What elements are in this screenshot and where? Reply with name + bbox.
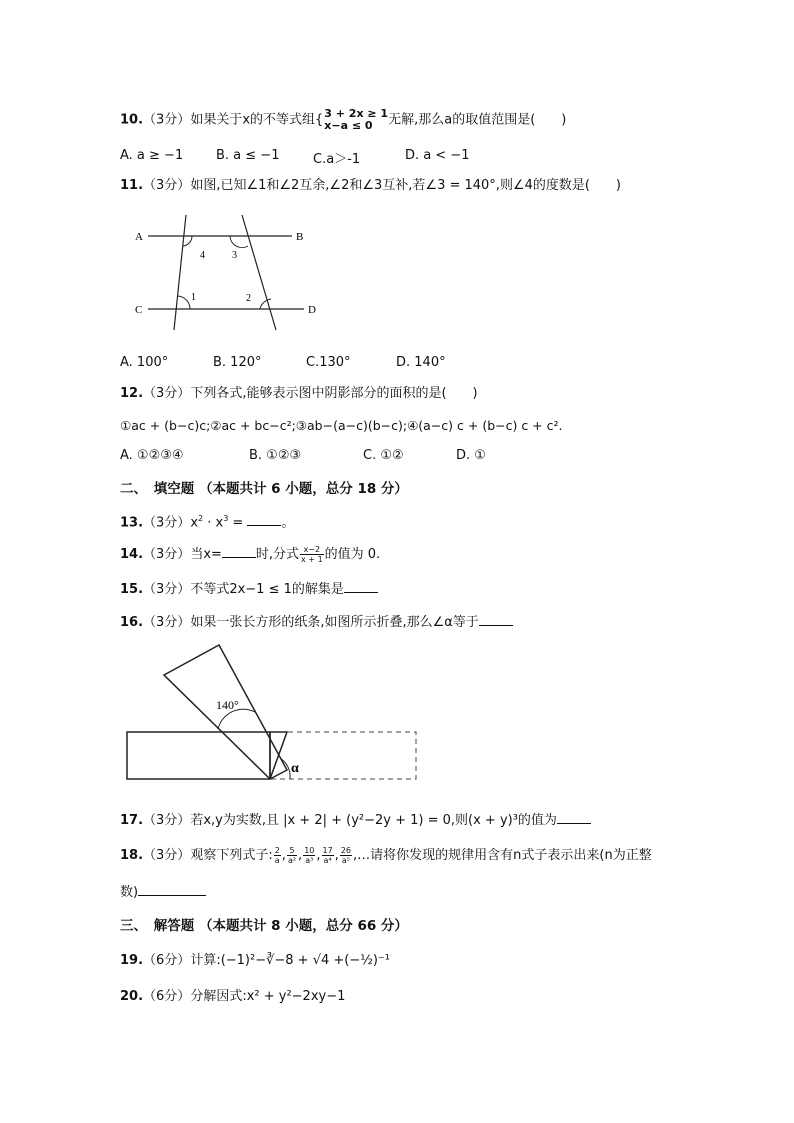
- expr-end: 。: [281, 515, 295, 531]
- question-number: 13.: [120, 515, 144, 531]
- question-number: 20.: [120, 989, 144, 1004]
- label-angle-2: 2: [246, 293, 251, 304]
- expr-mid: · x: [203, 515, 224, 531]
- option-a[interactable]: A. ①②③④: [120, 448, 184, 463]
- fraction-denominator: a³: [305, 856, 314, 865]
- fraction-numerator: 5: [287, 846, 297, 856]
- question-19: [120, 952, 390, 970]
- question-number: 11.: [120, 178, 144, 193]
- fraction-denominator: x + 1: [301, 555, 323, 564]
- question-text: 分解因式:x² + y²−2xy−1: [190, 989, 346, 1004]
- folded-flap: [164, 645, 287, 779]
- expr-eq: =: [228, 515, 248, 531]
- question-text: 的值为 0.: [324, 547, 381, 562]
- expr-exponent: 3: [223, 514, 229, 523]
- question-10: [120, 108, 566, 132]
- fraction-denominator: a⁴: [323, 856, 332, 865]
- option-c[interactable]: C.130°: [306, 355, 351, 370]
- inequality-row-1: 3 + 2x ≥ 1: [324, 107, 389, 120]
- strip-left: [127, 732, 270, 779]
- question-score: （3分）: [143, 813, 191, 828]
- question-text: 如果一张长方形的纸条,如图所示折叠,那么∠α等于: [190, 615, 479, 630]
- label-alpha: α: [291, 761, 299, 776]
- question-score: （3分）: [143, 547, 191, 562]
- question-number: 18.: [120, 848, 144, 863]
- question-text: 如图,已知∠1和∠2互余,∠2和∠3互补,若∠3 = 140°,则∠4的度数是( ): [190, 178, 622, 193]
- fraction: [303, 846, 315, 865]
- question-score: （3分）: [143, 178, 191, 193]
- answer-blank[interactable]: [138, 895, 206, 896]
- answer-blank[interactable]: [222, 557, 256, 558]
- option-b[interactable]: B. ①②③: [249, 448, 302, 463]
- expr-base: x: [190, 515, 199, 531]
- question-score: （3分）: [143, 848, 191, 863]
- question-17: [120, 812, 591, 830]
- option-d[interactable]: D. ①: [456, 448, 486, 463]
- question-number: 10.: [120, 112, 144, 128]
- answer-blank[interactable]: [479, 625, 513, 626]
- question-text-end: 无解,那么a的取值范围是( ): [388, 112, 567, 128]
- fraction-numerator: x−2: [300, 545, 324, 555]
- section-heading-fill-in: 二、 填空题 （本题共计 6 小题，总分 18 分）: [120, 481, 408, 497]
- label-b: B: [296, 231, 304, 243]
- fraction-numerator: 17: [322, 846, 333, 855]
- angle-3-arc: [230, 236, 248, 248]
- label-angle-3: 3: [232, 250, 237, 261]
- question-text: 计算:(−1)²−∛−8 + √4 +(−½)⁻¹: [190, 953, 390, 968]
- option-a[interactable]: A. 100°: [120, 355, 169, 370]
- fraction-denominator: a⁵: [341, 856, 350, 865]
- fraction-numerator: 2: [274, 846, 280, 855]
- label-angle-1: 1: [191, 292, 196, 303]
- question-text: 当x=: [190, 547, 222, 562]
- question-text: 不等式2x−1 ≤ 1的解集是: [190, 582, 344, 597]
- fraction-denominator: a: [274, 856, 280, 865]
- question-11: [120, 177, 621, 195]
- question-score: （3分）: [143, 112, 191, 128]
- question-score: （3分）: [143, 386, 191, 401]
- fraction: [300, 545, 324, 564]
- question-18: 18.（3分）观察下列式子: $\frac{2}{a}$ , $\frac{5}{\text{a²}}$ , $\frac{10}{\text{a³}}$ , $\frac{17}{\text{a⁴}}$ , $\frac{26}{\text{a⁵}}$ ,…请将你发现的规律用含有n式子表示出来(n为正整: [120, 846, 652, 865]
- question-number: 14.: [120, 547, 144, 562]
- label-c: C: [135, 304, 143, 316]
- question-number: 15.: [120, 582, 144, 597]
- fraction: [274, 846, 281, 865]
- question-number: 16.: [120, 615, 144, 630]
- fraction-numerator: 26: [340, 846, 352, 855]
- question-12: [120, 385, 478, 403]
- question-text: 观察下列式子:: [190, 848, 273, 863]
- question-number: 17.: [120, 813, 144, 828]
- fraction: [287, 846, 297, 865]
- option-c[interactable]: C. ①②: [363, 448, 404, 463]
- question-15: [120, 581, 378, 599]
- option-b[interactable]: B. 120°: [213, 355, 262, 370]
- question-text: 若x,y为实数,且 |x + 2| + (y²−2y + 1) = 0,则(x + y)³的值为: [190, 813, 557, 828]
- label-a: A: [135, 231, 143, 243]
- option-a[interactable]: A. a ≥ −1: [120, 148, 184, 163]
- q12-formulas: [120, 417, 562, 435]
- question-13: [120, 510, 294, 532]
- answer-blank[interactable]: [557, 823, 591, 824]
- q11-figure: [130, 210, 330, 335]
- expr-exponent: 2: [198, 514, 204, 523]
- angle-4-arc: [183, 236, 192, 246]
- inequality-system: [324, 108, 388, 132]
- q16-figure: [120, 640, 430, 790]
- option-b[interactable]: B. a ≤ −1: [216, 148, 280, 163]
- transversal-left: [174, 215, 186, 330]
- question-text: ,…请将你发现的规律用含有n式子表示出来(n为正整: [353, 848, 652, 863]
- question-score: （3分）: [143, 515, 191, 531]
- label-angle-4: 4: [200, 250, 205, 261]
- question-score: （3分）: [143, 615, 191, 630]
- fraction-numerator: 10: [304, 846, 315, 855]
- formula-list: ①ac + (b−c)c;②ac + bc−c²;③ab−(a−c)(b−c);④(a−c) c + (b−c) c + c².: [120, 418, 563, 433]
- option-c[interactable]: C.a＞-1: [313, 152, 361, 167]
- question-score: （6分）: [143, 953, 191, 968]
- inequality-row-2: x−a ≤ 0: [324, 119, 373, 132]
- question-number: 19.: [120, 953, 144, 968]
- question-20: [120, 988, 345, 1006]
- option-d[interactable]: D. a < −1: [405, 148, 470, 163]
- question-text: 下列各式,能够表示图中阴影部分的面积的是( ): [190, 386, 478, 401]
- angle-140-arc: [218, 709, 255, 729]
- question-16: [120, 614, 513, 632]
- angle-1-arc: [177, 296, 190, 309]
- question-score: （6分）: [143, 989, 191, 1004]
- fraction-denominator: a²: [287, 856, 297, 865]
- question-text: 数): [120, 885, 139, 900]
- fraction: [340, 846, 352, 865]
- answer-blank[interactable]: [247, 525, 281, 526]
- option-d[interactable]: D. 140°: [396, 355, 446, 370]
- transversal-right: [242, 215, 276, 330]
- label-140: 140°: [216, 698, 239, 712]
- question-text: 如果关于x的不等式组{: [190, 112, 324, 128]
- question-number: 12.: [120, 386, 144, 401]
- fraction: [322, 846, 334, 865]
- section-heading-answer: 三、 解答题 （本题共计 8 小题，总分 66 分）: [120, 918, 408, 934]
- answer-blank[interactable]: [344, 592, 378, 593]
- label-d: D: [308, 304, 316, 316]
- question-14: [120, 545, 380, 564]
- question-18-cont: [120, 884, 206, 902]
- question-text: 时,分式: [255, 547, 300, 562]
- question-score: （3分）: [143, 582, 191, 597]
